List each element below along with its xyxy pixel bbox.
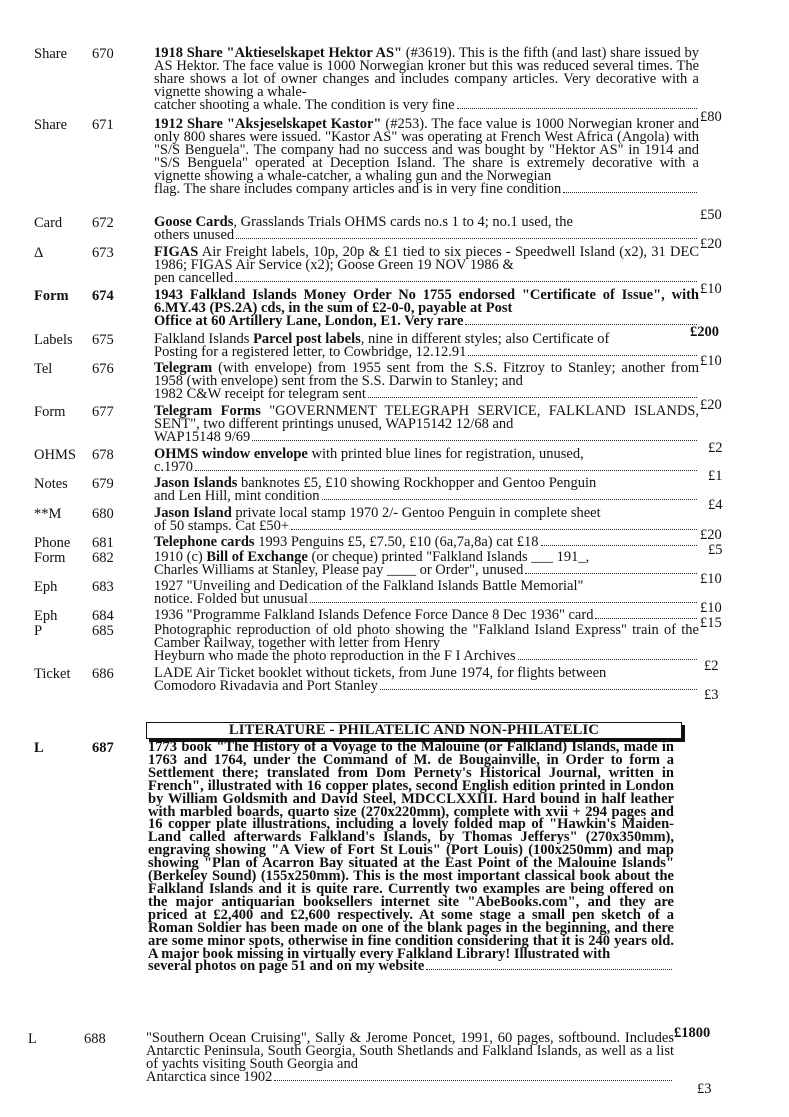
lot-body: (#253). The face value is 1000 Norwegian kroner and only 800 shares were issued. "Kastor AS" was operating at French West Africa (Angola) with "S/S Benguela". The company had no success and was bought by "Hektor AS" in 1914 and "S/S Benguela" operated at Deception Island. The share is extremely decorative with a vignette showing a whale-catcher, a whaling gun and the Norwegian (154, 116, 699, 184)
lot-number: 687 (92, 740, 114, 756)
lot-leader-line: Posting for a registered letter, to Cowbridge, 12.12.91 (154, 346, 699, 359)
lot-body: LADE Air Ticket booklet without tickets, from June 1974, for flights between (154, 665, 607, 681)
lot-leader-line: catcher shooting a whale. The condition is very fine (154, 99, 699, 112)
lot-category: Eph (34, 579, 58, 595)
lot-number: 673 (92, 245, 114, 261)
lot-body: (with envelope) from 1955 sent from the S.S. Fitzroy to Stanley; another from 1958 (with envelope) sent from the S.S. Darwin to Stanley; and (154, 360, 699, 389)
lot-description (154, 362, 699, 401)
lot-body: Photographic reproduction of old photo showing the "Falkland Island Express" train of the Camber Railway, together with letter from Henry (154, 622, 699, 651)
lot-number: 681 (92, 535, 114, 551)
lot-leader-line: c.1970 (154, 461, 699, 474)
lot-number: 685 (92, 623, 114, 639)
lot-price: £20 (700, 236, 722, 252)
lot-title: OHMS window envelope (154, 446, 308, 462)
lot-category: Card (34, 215, 63, 231)
lot-leader-line: pen cancelled (154, 272, 699, 285)
lot-body: Falkland Islands (154, 331, 254, 347)
lot-title: Telegram Forms (154, 403, 261, 419)
lot-number: 671 (92, 117, 114, 133)
lot-title: 1912 Share "Aksjeselskapet Kastor" (154, 116, 382, 132)
lot-category: Form (34, 288, 69, 304)
lot-number: 682 (92, 550, 114, 566)
lot-number: 680 (92, 506, 114, 522)
lot-body: 1910 (c) (154, 549, 207, 565)
lot-title: 1943 Falkland Islands Money Order No 1755 endorsed "Certificate of Issue", with 6.MY.43 (PS.2A) cds, in the sum of £2-0-0, payable at Post (154, 287, 699, 316)
lot-title: 1918 Share "Aktieselskapet Hektor AS" (154, 45, 403, 61)
lot-leader-line: WAP15148 9/69 (154, 431, 699, 444)
lot-price: £5 (708, 542, 723, 558)
lot-price: £20 (700, 397, 722, 413)
lot-body: 1773 book "The History of a Voyage to the Malouine (or Falkland) Islands, made in 1763 and 1764, under the Command of M. de Bougainville, in Order to form a Settlement there; translated from Dom Pernety's Historical Journal, written in French", illustrated with 16 copper plates, second English edition printed in London by William Goldsmith and David Steel, MDCCLXXIII. Hard bound in half leather with marbled boards, quarto size (270x220mm), complete with xvii + 294 pages and 16 copper plate illustrations, including a lovely folded map of "Hawkin's Maiden-Land called afterwards Falkland's Islands, by Thomas Jefferys" (270x350mm), engraving showing "A View of Fort St Louis" (Port Louis) (100x250mm) and map showing "Plan of Acarron Bay situated at the East Point of the Malouine Islands" (Berkeley Sound) (155x250mm). This is the most important classical book about the Falkland Islands and it is quite rare. Currently two examples are being offered on the major antiquarian booksellers internet site "AbeBooks.com", and they are priced at £2,400 and £2,600 respectively. At some stage a small pen sketch of a Roman Soldier has been made on one of the blank pages in the beginning, and there are some minor spots, otherwise in fine condition considering that it is 240 years old. A major book missing in virtually every Falkland Library! Illustrated with (148, 739, 674, 962)
lot-description (146, 1032, 674, 1084)
lot-number: 688 (84, 1031, 106, 1047)
lot-number: 672 (92, 215, 114, 231)
lot-category: Δ (34, 245, 44, 261)
lot-number: 686 (92, 666, 114, 682)
lot-body: (#3619). This is the fifth (and last) share issued by AS Hektor. The face value is 1000 Norwegian kroner but this was reduced several times. The share shows a lot of owner changes and includes company articles. Very decorative with a vignette showing a whale- (154, 45, 699, 100)
lot-leader-line: 1936 "Programme Falkland Islands Defence Force Dance 8 Dec 1936" card (154, 609, 699, 622)
lot-body: "GOVERNMENT TELEGRAPH SERVICE, FALKLAND ISLANDS, SENT", two different printings unused, WAP15142 12/68 and (154, 403, 699, 432)
lot-number: 683 (92, 579, 114, 595)
lot-leader-line: Office at 60 Artillery Lane, London, E1. Very rare (154, 315, 699, 328)
lot-category: Form (34, 550, 66, 566)
lot-title: Parcel post labels (253, 331, 361, 347)
lot-description (154, 551, 699, 577)
lot-leader-line: Telephone cards 1993 Penguins £5, £7.50, £10 (6a,7a,8a) cat £18 (154, 536, 699, 549)
lot-category: Form (34, 404, 66, 420)
lot-body: "Southern Ocean Cruising", Sally & Jerome Poncet, 1991, 60 pages, softbound. Includes Antarctic Peninsula, South Georgia, South Shetlands and Falkland Islands, as well as a list of yachts visiting South Georgia and (146, 1030, 674, 1072)
lot-number: 679 (92, 476, 114, 492)
lot-category: Eph (34, 608, 58, 624)
lot-description (154, 536, 699, 549)
lot-price: £2 (704, 658, 719, 674)
lot-title: Jason Islands (154, 475, 238, 491)
lot-category: Notes (34, 476, 68, 492)
lot-leader-line: Antarctica since 1902 (146, 1071, 674, 1084)
lot-body: banknotes £5, £10 showing Rockhopper and Gentoo Penguin (237, 475, 597, 491)
lot-leader-line: Charles Williams at Stanley, Please pay ____ or Order", unused (154, 564, 699, 577)
lot-description (148, 741, 674, 973)
lot-price: £50 (700, 207, 722, 223)
lot-title: Telephone cards (154, 534, 255, 550)
lot-leader-line: others unused (154, 229, 699, 242)
lot-price: £1800 (674, 1025, 711, 1041)
lot-number: 675 (92, 332, 114, 348)
lot-category: P (34, 623, 43, 639)
lot-leader-line: notice. Folded but unusual (154, 593, 699, 606)
lot-number: 670 (92, 46, 114, 62)
lot-body-2: , nine in different styles; also Certificate of (360, 331, 610, 347)
lot-description (154, 609, 699, 622)
lot-body-2: (or cheque) printed "Falkland Islands ___ 191_, (307, 549, 590, 565)
lot-body: , Grasslands Trials OHMS cards no.s 1 to 4; no.1 used, the (233, 214, 573, 230)
lot-category: Tel (34, 361, 53, 377)
lot-leader-line: flag. The share includes company articles and is in very fine condition (154, 183, 699, 196)
lot-description (154, 118, 699, 196)
lot-price: £15 (700, 615, 722, 631)
lot-description (154, 507, 699, 533)
lot-price: £10 (700, 281, 722, 297)
lot-description (154, 47, 699, 112)
lot-category: L (34, 740, 44, 756)
lot-description (154, 580, 699, 606)
lot-price: £10 (700, 571, 722, 587)
lot-price: £3 (704, 687, 719, 703)
lot-number: 684 (92, 608, 114, 624)
lot-leader-line: of 50 stamps. Cat £50+ (154, 520, 699, 533)
lot-body: private local stamp 1970 2/- Gentoo Penguin in complete sheet (231, 505, 601, 521)
lot-description (154, 246, 699, 285)
lot-number: 676 (92, 361, 114, 377)
lot-price: £80 (700, 109, 722, 125)
lot-title: Jason Island (154, 505, 232, 521)
lot-category: Ticket (34, 666, 71, 682)
lot-price: £1 (708, 468, 723, 484)
lot-description (154, 667, 699, 693)
lot-category: Phone (34, 535, 71, 551)
lot-number: 678 (92, 447, 114, 463)
lot-leader-line: 1982 C&W receipt for telegram sent (154, 388, 699, 401)
lot-description (154, 624, 699, 663)
lot-description (154, 333, 699, 359)
lot-leader-line: several photos on page 51 and on my website (148, 960, 674, 973)
lot-price: £200 (690, 324, 719, 340)
lot-body: Air Freight labels, 10p, 20p & £1 tied to six pieces - Speedwell Island (x2), 31 DEC 1986; FIGAS Air Service (x2); Goose Green 19 NOV 1986 & (154, 244, 699, 273)
lot-title: Bill of Exchange (206, 549, 308, 565)
lot-number: 677 (92, 404, 114, 420)
lot-body: 1927 "Unveiling and Dedication of the Falkland Islands Battle Memorial" (154, 578, 584, 594)
lot-description (154, 405, 699, 444)
lot-body: with printed blue lines for registration, unused, (307, 446, 584, 462)
lot-title: FIGAS (154, 244, 199, 260)
lot-category: **M (34, 506, 62, 522)
lot-category: Share (34, 46, 68, 62)
lot-description (154, 216, 699, 242)
lot-price: £10 (700, 600, 722, 616)
lot-leader-line: and Len Hill, mint condition (154, 490, 699, 503)
lot-title: Goose Cards (154, 214, 234, 230)
lot-leader-line: Comodoro Rivadavia and Port Stanley (154, 680, 699, 693)
lot-title: Telegram (154, 360, 213, 376)
lot-description (154, 477, 699, 503)
lot-category: Labels (34, 332, 73, 348)
lot-number: 674 (92, 288, 114, 304)
lot-price: £10 (700, 353, 722, 369)
lot-price: £4 (708, 497, 723, 513)
lot-price: £2 (708, 440, 723, 456)
lot-category: L (28, 1031, 37, 1047)
section-header-literature: LITERATURE - PHILATELIC AND NON-PHILATELIC (146, 722, 682, 739)
lot-description (154, 289, 699, 328)
lot-price: £20 (700, 527, 722, 543)
lot-leader-line: Heyburn who made the photo reproduction in the F I Archives (154, 650, 699, 663)
lot-category: Share (34, 117, 68, 133)
lot-price: £3 (697, 1081, 712, 1097)
lot-category: OHMS (34, 447, 76, 463)
lot-description (154, 448, 699, 474)
